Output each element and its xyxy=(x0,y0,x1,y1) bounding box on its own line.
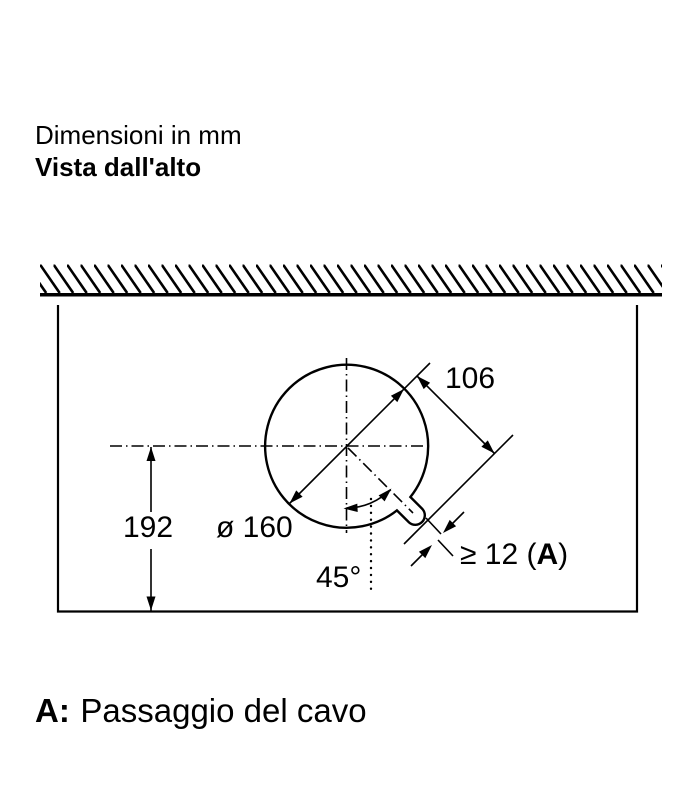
legend xyxy=(35,691,367,731)
legend-key: A: xyxy=(35,692,70,729)
dim-label-diameter: ø 160 xyxy=(216,511,293,544)
dim-45-degree-arc xyxy=(344,489,392,513)
view-title: Vista dall'alto xyxy=(35,152,202,182)
dim-label-angle: 45° xyxy=(316,561,362,594)
slot-axis-centerline xyxy=(348,448,413,513)
dim-diameter-arrow xyxy=(290,363,431,504)
units-note: Dimensioni in mm xyxy=(35,120,242,150)
legend-text: Passaggio del cavo xyxy=(80,692,367,729)
dim-label-106: 106 xyxy=(445,362,496,395)
slot-width-suffix: ) xyxy=(558,538,569,571)
slot-width-key: A xyxy=(536,538,559,571)
dim-slot-width xyxy=(411,512,464,566)
dim-label-192: 192 xyxy=(122,511,174,544)
centerlines xyxy=(110,358,430,533)
dim-106 xyxy=(404,376,513,544)
wall-hatching xyxy=(40,265,662,295)
slot-width-prefix: ≥ 12 ( xyxy=(460,538,537,571)
dim-label-slot-width xyxy=(460,540,568,570)
